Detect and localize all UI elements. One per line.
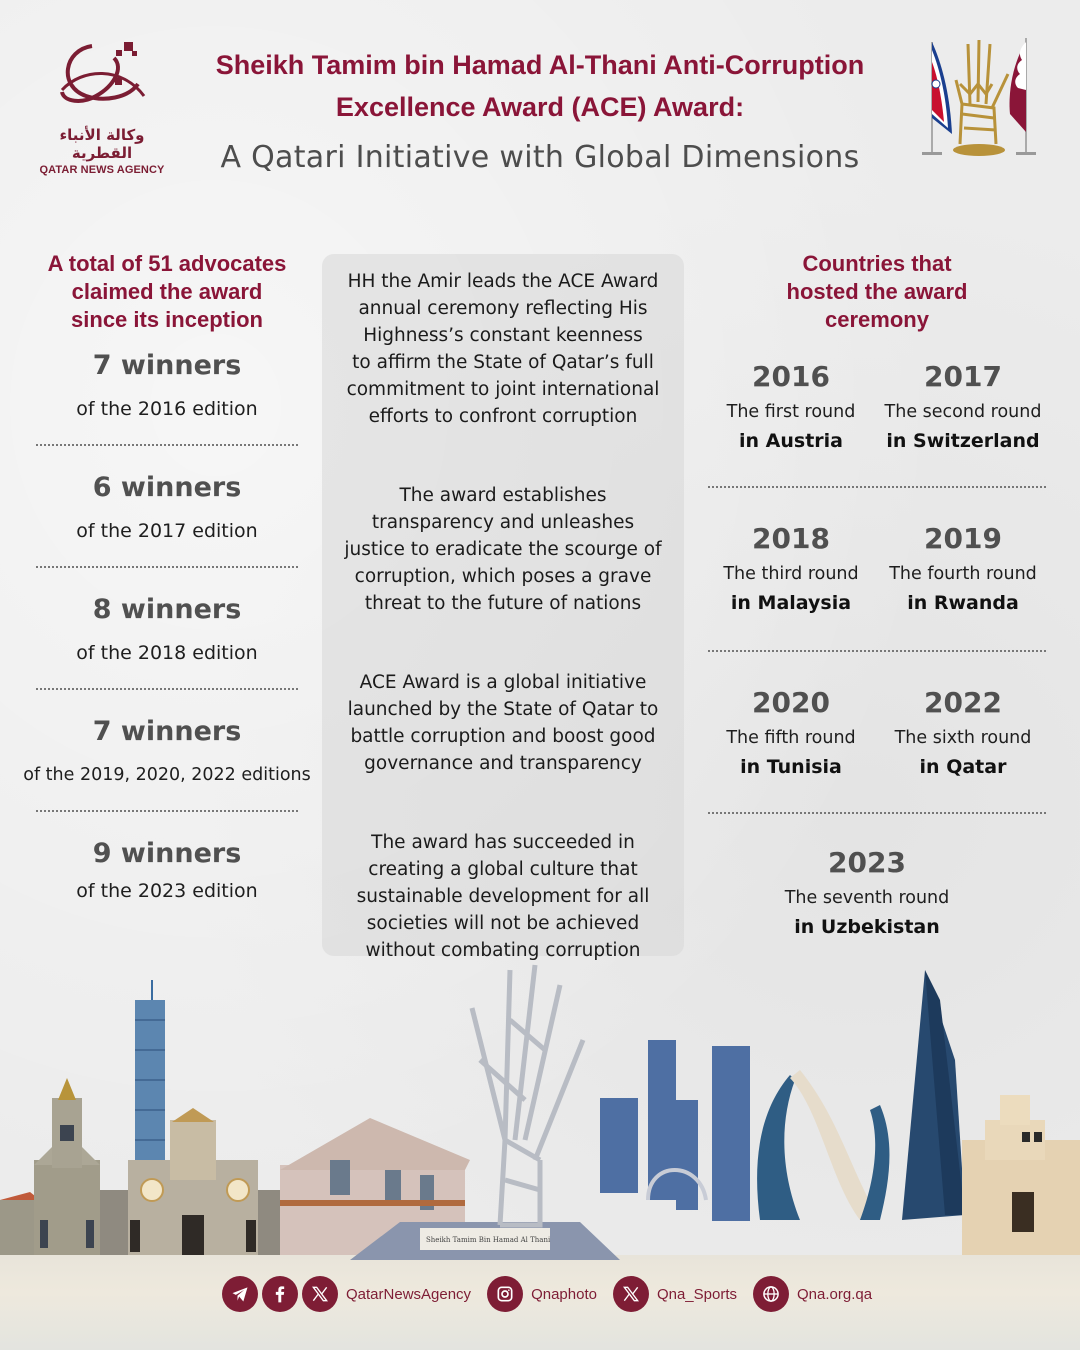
logo-arabic-text: وكالة الأنباء القطرية: [59, 126, 145, 162]
text-line: transparency and unleashes: [371, 512, 635, 533]
host-item: [880, 686, 1046, 782]
host-item: [708, 522, 874, 618]
text-line: commitment to joint international: [346, 379, 660, 400]
text-line: justice to eradicate the scourge of: [344, 539, 662, 560]
host-round: The third round: [723, 564, 859, 584]
text-line: battle corruption and boost good: [350, 726, 656, 747]
handle-qatarnewsagency[interactable]: QatarNewsAgency: [346, 1285, 472, 1303]
host-country: in Tunisia: [740, 756, 842, 778]
katara-towers-icon: [757, 1070, 889, 1220]
host-round: The fourth round: [889, 564, 1037, 584]
host-year: 2023: [828, 846, 906, 879]
host-round: The sixth round: [894, 728, 1032, 748]
winners-item: [26, 446, 308, 568]
host-item: [880, 360, 1046, 456]
winners-column: [23, 250, 311, 904]
church-building-icon: [0, 1078, 100, 1255]
page-subtitle: A Qatari Initiative with Global Dimensions: [220, 140, 860, 175]
handle-website[interactable]: Qna.org.qa: [797, 1285, 873, 1303]
text-line: annual ceremony reflecting His: [358, 298, 648, 319]
social-footer: [222, 1276, 888, 1312]
text-line: launched by the State of Qatar to: [347, 699, 659, 720]
handle-qna-sports[interactable]: Qna_Sports: [656, 1285, 737, 1303]
host-round: The second round: [884, 402, 1042, 422]
winners-count: 8 winners: [92, 594, 242, 625]
hosts-row: [708, 360, 1046, 456]
x-icon[interactable]: [302, 1276, 338, 1312]
dotted-divider: [708, 486, 1046, 488]
winners-heading: [26, 250, 308, 334]
pointed-skyscraper-icon: [902, 970, 965, 1220]
glass-tower-icon: [135, 980, 165, 1165]
hosts-row: [708, 522, 1046, 618]
host-country: in Austria: [739, 430, 843, 452]
text-line: ACE Award is a global initiative: [359, 672, 647, 693]
winners-item: [26, 812, 308, 904]
host-item: [880, 522, 1046, 618]
info-paragraph: [332, 268, 674, 430]
plaque-text: Sheikh Tamim Bin Hamad Al Thani: [426, 1236, 551, 1244]
text-line: efforts to confront corruption: [368, 406, 638, 427]
title-line-1: Sheikh Tamim bin Hamad Al-Thani Anti-Corruption: [215, 50, 865, 80]
info-card: [322, 254, 684, 961]
winners-heading-line: claimed the award: [71, 279, 263, 304]
hosts-heading-line: Countries that: [802, 251, 952, 276]
winners-heading-line: A total of 51 advocates: [47, 251, 287, 276]
text-line: to affirm the State of Qatar’s full: [352, 352, 654, 373]
winners-item: [26, 568, 308, 690]
museum-of-islamic-art-icon: [962, 1095, 1080, 1255]
host-country: in Qatar: [919, 756, 1007, 778]
winners-edition: of the 2019, 2020, 2022 editions: [23, 765, 311, 785]
winners-edition: of the 2023 edition: [76, 880, 258, 902]
winners-count: 7 winners: [92, 716, 242, 747]
hosts-heading-line: ceremony: [825, 307, 929, 332]
skyline-illustration: [0, 960, 1080, 1270]
host-country: in Uzbekistan: [794, 916, 940, 938]
host-country: in Switzerland: [886, 430, 1040, 452]
qna-logo-icon: [52, 38, 152, 120]
winners-item: [23, 690, 311, 812]
text-line: threat to the future of nations: [364, 593, 642, 614]
telegram-icon[interactable]: [222, 1276, 258, 1312]
doha-towers-icon: [600, 1040, 750, 1221]
title-line-2: Excellence Award (ACE) Award:: [335, 92, 745, 122]
facebook-icon[interactable]: [262, 1276, 298, 1312]
winners-count: 7 winners: [92, 350, 242, 381]
host-round: The seventh round: [784, 888, 950, 908]
host-round: The first round: [726, 402, 856, 422]
text-line: governance and transparency: [364, 753, 642, 774]
winners-count: 6 winners: [92, 472, 242, 503]
winners-edition: of the 2016 edition: [76, 398, 258, 420]
dotted-divider: [708, 650, 1046, 652]
host-item: [688, 846, 1046, 942]
winners-edition: of the 2017 edition: [76, 520, 258, 542]
page-title: [180, 44, 900, 175]
text-line: creating a global culture that: [368, 859, 638, 880]
text-line: The award has succeeded in: [371, 832, 635, 853]
winners-item: [26, 334, 308, 446]
text-line: without combating corruption: [365, 940, 641, 961]
dotted-divider: [708, 812, 1046, 814]
host-item: [708, 360, 874, 456]
qna-logo: [32, 38, 172, 176]
hosts-heading: [708, 250, 1046, 334]
host-year: 2019: [924, 522, 1002, 555]
text-line: HH the Amir leads the ACE Award: [347, 271, 659, 292]
hosts-column: [708, 250, 1046, 942]
host-year: 2016: [752, 360, 830, 393]
winners-heading-line: since its inception: [71, 307, 263, 332]
info-paragraph: [332, 829, 674, 964]
host-country: in Rwanda: [907, 592, 1019, 614]
text-line: societies will not be achieved: [366, 913, 640, 934]
host-item: [708, 686, 874, 782]
hosts-row: [708, 686, 1046, 782]
hosts-heading-line: hosted the award: [786, 279, 968, 304]
host-country: in Malaysia: [730, 592, 852, 614]
globe-icon[interactable]: [753, 1276, 789, 1312]
text-line: sustainable development for all: [356, 886, 650, 907]
instagram-icon[interactable]: [487, 1276, 523, 1312]
hand-sculpture-icon: [472, 965, 583, 1225]
ace-award-emblem-icon: [912, 34, 1046, 160]
host-year: 2022: [924, 686, 1002, 719]
info-paragraph: [332, 482, 674, 617]
host-year: 2020: [752, 686, 830, 719]
handle-qnaphoto[interactable]: Qnaphoto: [531, 1285, 597, 1303]
info-paragraph: [332, 669, 674, 777]
logo-english-text: QATAR NEWS AGENCY: [39, 164, 165, 176]
host-year: 2017: [924, 360, 1002, 393]
host-year: 2018: [752, 522, 830, 555]
host-round: The fifth round: [726, 728, 856, 748]
winners-count: 9 winners: [92, 838, 242, 869]
text-line: corruption, which poses a grave: [354, 566, 652, 587]
text-line: Highness’s constant keenness: [363, 325, 643, 346]
text-line: The award establishes: [399, 485, 607, 506]
winners-edition: of the 2018 edition: [76, 642, 258, 664]
x-icon[interactable]: [613, 1276, 649, 1312]
